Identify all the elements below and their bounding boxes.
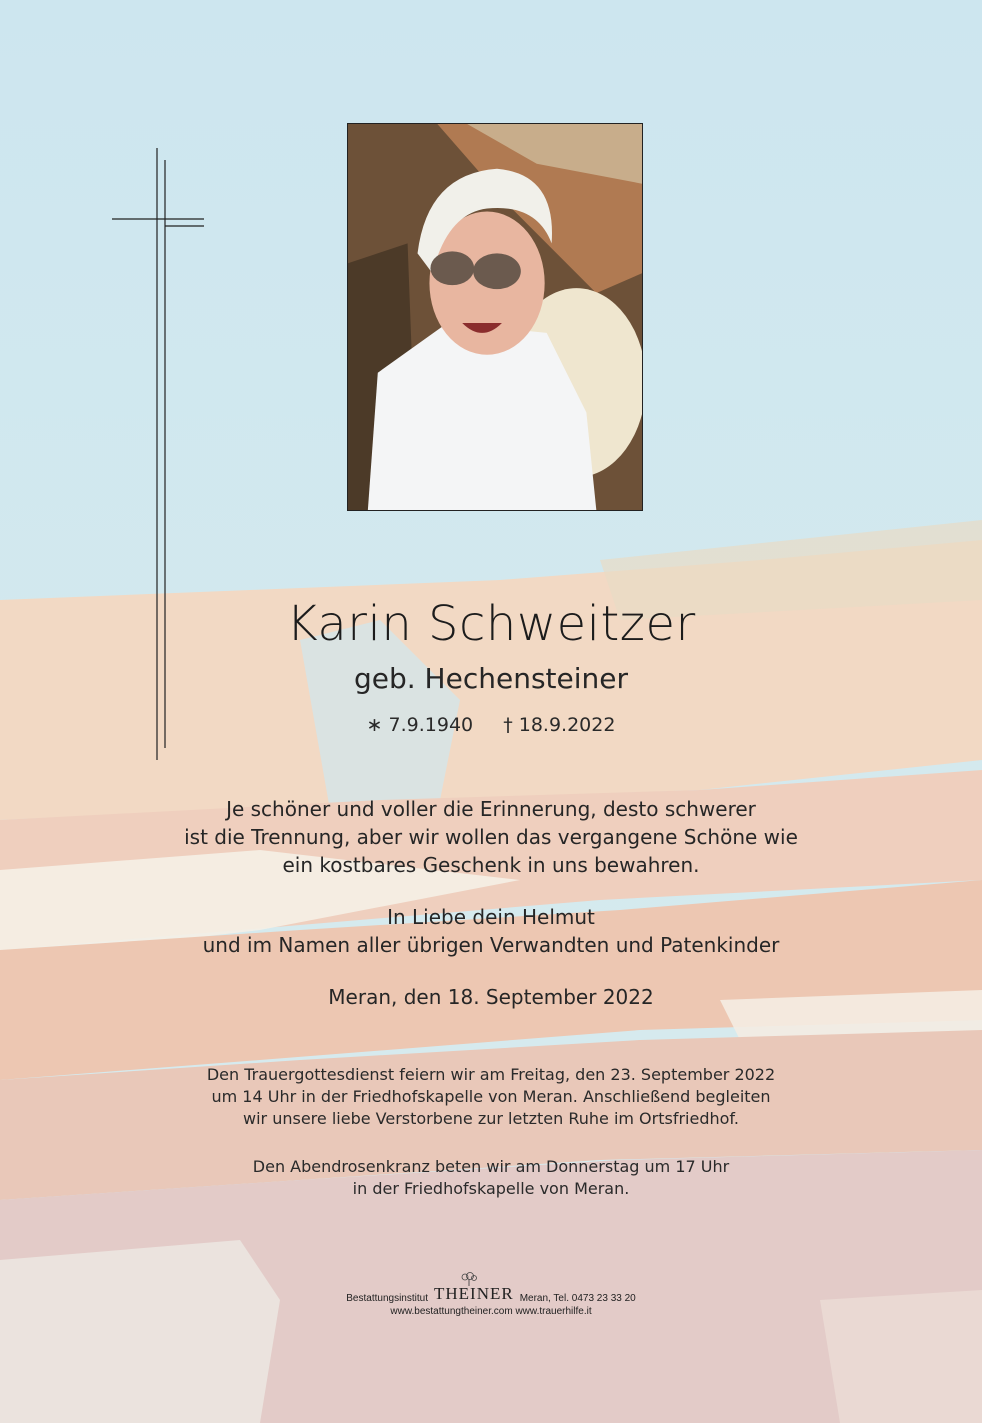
maiden-name: geb. Hechensteiner	[353, 662, 629, 695]
verse-line: ist die Trennung, aber wir wollen das vergangene Schöne wie	[184, 825, 798, 849]
service-line: wir unsere liebe Verstorbene zur letzten Ruhe im Ortsfriedhof.	[243, 1109, 739, 1128]
footer-left: Bestattungsinstitut	[346, 1293, 428, 1304]
funeral-home-logo	[434, 1284, 514, 1304]
portrait-photo	[347, 123, 643, 511]
service-line: Den Trauergottesdienst feiern wir am Freitag, den 23. September 2022	[206, 1065, 776, 1084]
death-date: † 18.9.2022	[503, 714, 616, 736]
funeral-service-info	[0, 1064, 982, 1130]
footer-right: Meran, Tel. 0473 23 33 20	[519, 1293, 636, 1304]
verse-line: ein kostbares Geschenk in uns bewahren.	[282, 853, 700, 877]
funeral-home-footer	[0, 1284, 982, 1317]
rosary-info	[0, 1156, 982, 1200]
service-line: um 14 Uhr in der Friedhofskapelle von Meran. Anschließend begleiten	[211, 1087, 771, 1106]
footer-websites[interactable]: www.bestattungtheiner.com www.trauerhilfe.it	[390, 1306, 592, 1317]
family-signature	[0, 903, 982, 959]
tree-icon	[458, 1272, 480, 1286]
rosary-line: Den Abendrosenkranz beten wir am Donnerstag um 17 Uhr	[252, 1157, 730, 1176]
brand-name: THEINER	[433, 1284, 514, 1303]
birth-date: ∗ 7.9.1940	[366, 714, 474, 736]
family-line: und im Namen aller übrigen Verwandten und Patenkinder	[202, 933, 780, 957]
deceased-name: Karin Schweitzer	[286, 596, 696, 652]
verse-line: Je schöner und voller die Erinnerung, desto schwerer	[226, 797, 756, 821]
family-line: In Liebe dein Helmut	[387, 905, 595, 929]
memorial-verse	[0, 795, 982, 879]
place-date: Meran, den 18. September 2022	[328, 985, 654, 1009]
life-dates	[0, 714, 982, 736]
rosary-line: in der Friedhofskapelle von Meran.	[352, 1179, 630, 1198]
